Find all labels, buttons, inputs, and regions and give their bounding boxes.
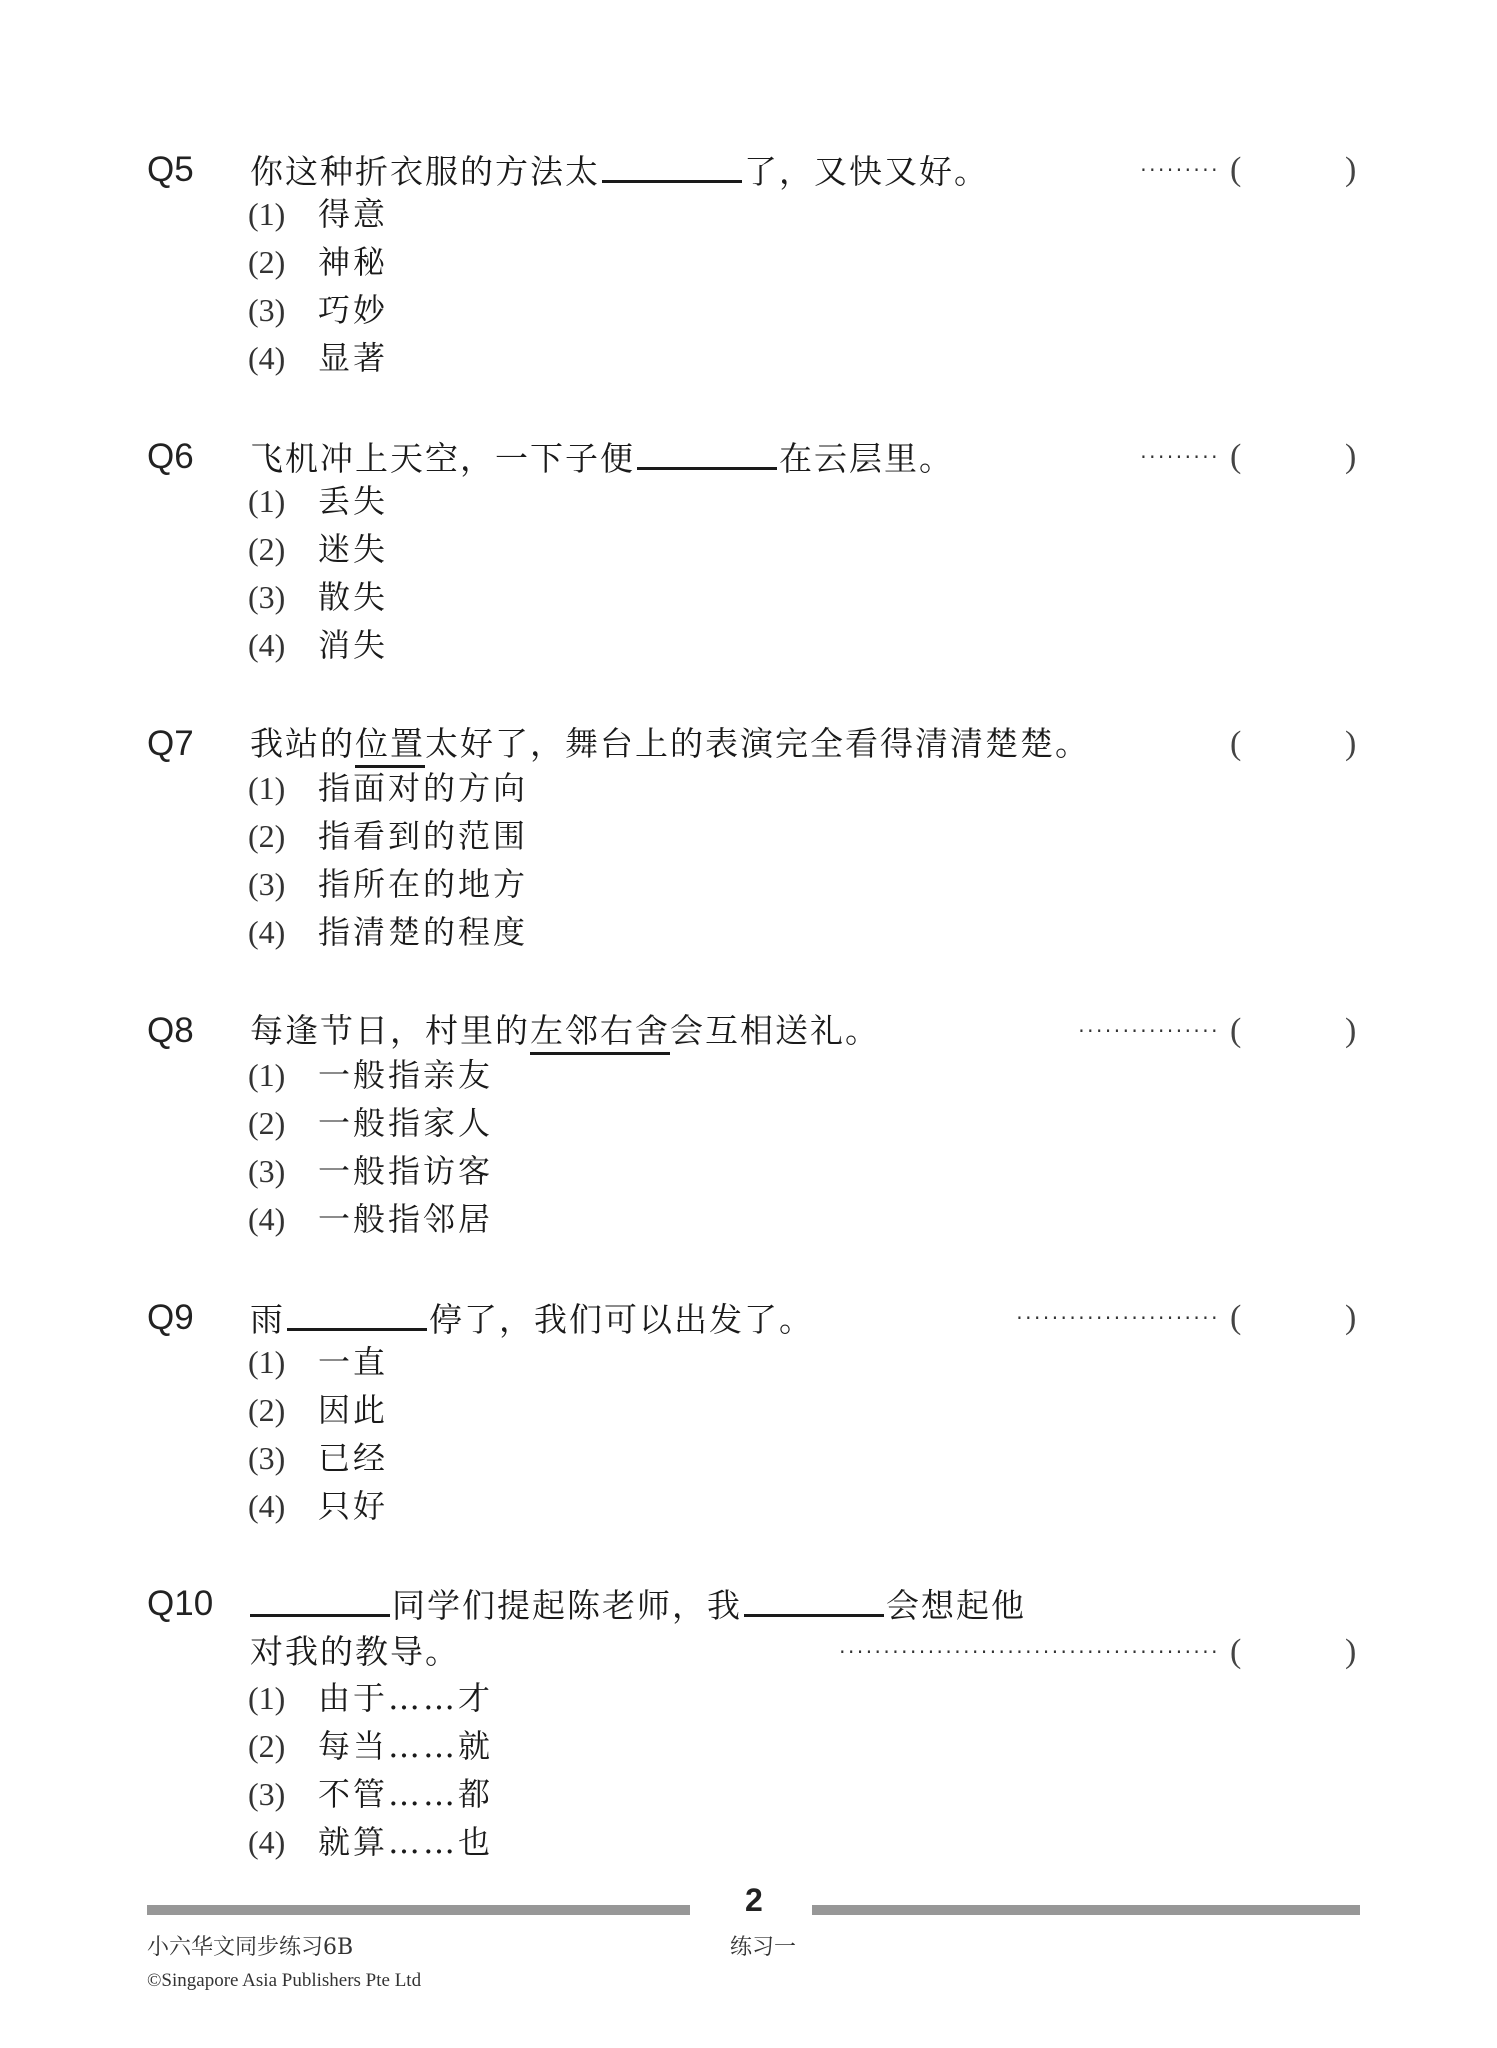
question-number: Q10	[147, 1584, 214, 1623]
options-list	[248, 1342, 388, 1534]
option: (4) 就算……也	[248, 1823, 494, 1861]
question-number: Q7	[147, 724, 194, 763]
question-stem-line-1: 同学们提起陈老师，我 会想起他	[250, 1584, 1497, 1626]
copyright: ©Singapore Asia Publishers Pte Ltd	[147, 1970, 422, 1991]
option: (3) 巧妙	[248, 291, 389, 329]
question-number: Q8	[147, 1011, 194, 1050]
leader-dots: ·······················	[1016, 1306, 1220, 1330]
option: (1) 由于……才	[248, 1679, 494, 1717]
underlined-term: 位置	[355, 724, 425, 768]
question-number: Q5	[147, 150, 194, 189]
leader-dots: ·········	[1140, 445, 1220, 469]
option: (1) 一直	[248, 1343, 389, 1381]
option: (2) 一般指家人	[248, 1104, 494, 1142]
footer-rule-left	[147, 1905, 690, 1915]
answer-paren-open: (	[1230, 438, 1242, 475]
option: (4) 指清楚的程度	[248, 913, 529, 951]
answer-paren-open: (	[1230, 725, 1242, 762]
book-title: 小六华文同步练习6B	[147, 1935, 354, 1960]
question-number: Q6	[147, 437, 194, 476]
question-stem: 你这种折衣服的方法太 了，又快又好。	[250, 152, 989, 191]
answer-paren-open: (	[1230, 1633, 1242, 1670]
option: (4) 显著	[248, 339, 389, 377]
options-list	[248, 768, 528, 960]
leader-dots: ·········	[1140, 158, 1220, 182]
question-stem: 飞机冲上天空，一下子便 在云层里。	[250, 439, 954, 478]
option: (4) 只好	[248, 1487, 389, 1525]
option: (3) 已经	[248, 1439, 389, 1477]
leader-dots: ···········································	[839, 1640, 1220, 1664]
answer-paren-close: )	[1345, 438, 1357, 475]
option: (1) 得意	[248, 195, 389, 233]
underlined-term: 左邻右舍	[530, 1011, 670, 1055]
question-stem: 我站的位置太好了，舞台上的表演完全看得清清楚楚。	[250, 724, 1497, 764]
answer-paren-close: )	[1345, 151, 1357, 188]
question-stem-line-2: 对我的教导。	[250, 1632, 460, 1671]
footer-rule-right	[812, 1905, 1360, 1915]
question-stem: 雨 停了，我们可以出发了。	[250, 1300, 814, 1339]
page-number: 2	[745, 1882, 763, 1918]
option: (3) 不管……都	[248, 1775, 494, 1813]
option: (1) 丢失	[248, 482, 389, 520]
answer-paren-close: )	[1345, 725, 1357, 762]
options-list	[248, 481, 388, 673]
options-list	[248, 1678, 493, 1870]
answer-blank	[602, 150, 742, 183]
question-number: Q9	[147, 1298, 194, 1337]
option: (3) 指所在的地方	[248, 865, 529, 903]
option: (2) 神秘	[248, 243, 389, 281]
option: (2) 每当……就	[248, 1727, 494, 1765]
answer-paren-close: )	[1345, 1633, 1357, 1670]
option: (2) 因此	[248, 1391, 389, 1429]
answer-blank	[637, 437, 777, 470]
answer-paren-open: (	[1230, 151, 1242, 188]
option: (2) 指看到的范围	[248, 817, 529, 855]
answer-blank	[744, 1584, 884, 1617]
section-label: 练习一	[730, 1935, 797, 1960]
answer-paren-open: (	[1230, 1299, 1242, 1336]
leader-dots: ················	[1078, 1019, 1220, 1043]
option: (1) 一般指亲友	[248, 1056, 494, 1094]
option: (2) 迷失	[248, 530, 389, 568]
option: (3) 散失	[248, 578, 389, 616]
options-list	[248, 194, 388, 386]
options-list	[248, 1055, 493, 1247]
answer-paren-close: )	[1345, 1299, 1357, 1336]
answer-paren-close: )	[1345, 1012, 1357, 1049]
question-stem: 每逢节日，村里的左邻右舍会互相送礼。	[250, 1011, 1497, 1051]
answer-paren-open: (	[1230, 1012, 1242, 1049]
option: (4) 一般指邻居	[248, 1200, 494, 1238]
answer-blank	[287, 1298, 427, 1331]
answer-blank	[250, 1584, 390, 1617]
option: (3) 一般指访客	[248, 1152, 494, 1190]
option: (1) 指面对的方向	[248, 769, 529, 807]
option: (4) 消失	[248, 626, 389, 664]
